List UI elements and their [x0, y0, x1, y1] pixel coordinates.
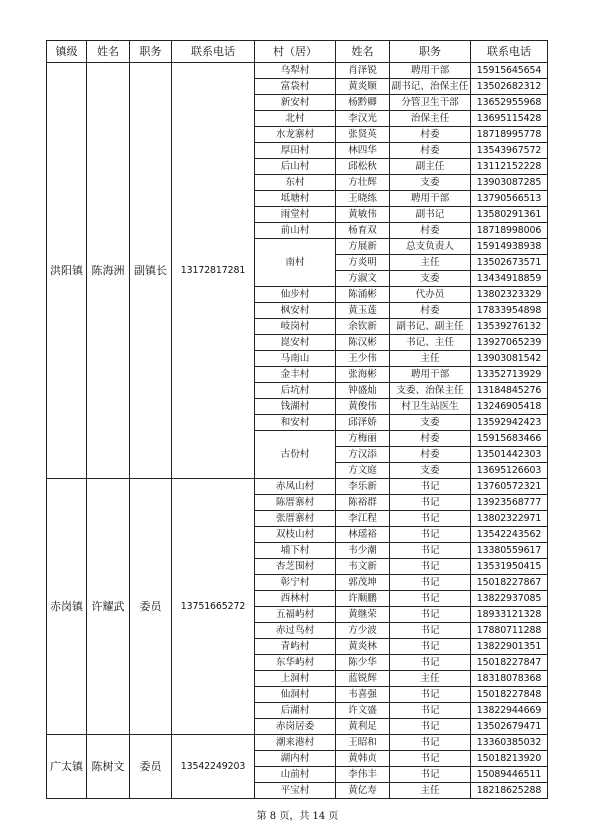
contact-phone-cell: 13434918859	[471, 271, 548, 287]
contact-phone-cell: 18218625288	[471, 783, 548, 799]
leader-name-cell: 许耀武	[87, 479, 130, 735]
header-village: 村（居）	[255, 41, 336, 63]
contact-name-cell: 李江程	[336, 511, 390, 527]
contact-name-cell: 方壮辉	[336, 175, 390, 191]
village-cell: 枫安村	[255, 303, 336, 319]
contact-name-cell: 黄韩贞	[336, 751, 390, 767]
header-leader-name: 姓名	[87, 41, 130, 63]
contact-role-cell: 副书记、副主任	[390, 319, 471, 335]
village-cell: 后坑村	[255, 383, 336, 399]
village-cell: 和安村	[255, 415, 336, 431]
contact-phone-cell: 15089446511	[471, 767, 548, 783]
contact-name-cell: 许顺鹏	[336, 591, 390, 607]
contact-phone-cell: 13822901351	[471, 639, 548, 655]
header-leader-phone: 联系电话	[172, 41, 255, 63]
village-cell: 岐岗村	[255, 319, 336, 335]
contact-role-cell: 主任	[390, 255, 471, 271]
village-cell: 富袋村	[255, 79, 336, 95]
header-contact-role: 职务	[390, 41, 471, 63]
leader-title-cell: 委员	[130, 735, 172, 799]
contact-phone-cell: 15914938938	[471, 239, 548, 255]
contact-role-cell: 治保主任	[390, 111, 471, 127]
contact-role-cell: 副书记、治保主任	[390, 79, 471, 95]
contact-phone-cell: 13112152228	[471, 159, 548, 175]
village-cell: 杏芝围村	[255, 559, 336, 575]
header-row	[47, 41, 548, 63]
village-cell: 西林村	[255, 591, 336, 607]
contact-name-cell: 黄亿寿	[336, 783, 390, 799]
contact-name-cell: 张贤英	[336, 127, 390, 143]
table-body	[47, 63, 548, 799]
contact-role-cell: 书记	[390, 687, 471, 703]
contact-phone-cell: 13184845276	[471, 383, 548, 399]
contact-role-cell: 书记	[390, 607, 471, 623]
village-cell: 赤过鸟村	[255, 623, 336, 639]
contact-name-cell: 林四华	[336, 143, 390, 159]
contact-phone-cell: 13695115428	[471, 111, 548, 127]
contact-role-cell: 书记	[390, 735, 471, 751]
contact-name-cell: 陈汉彬	[336, 335, 390, 351]
leader-phone-cell: 13172817281	[172, 63, 255, 479]
contact-role-cell: 书记	[390, 703, 471, 719]
contact-name-cell: 黄敏伟	[336, 207, 390, 223]
contact-phone-cell: 13802323329	[471, 287, 548, 303]
contact-name-cell: 陈涌彬	[336, 287, 390, 303]
contact-name-cell: 邱泽娇	[336, 415, 390, 431]
contact-name-cell: 钟盛灿	[336, 383, 390, 399]
contact-name-cell: 韦文新	[336, 559, 390, 575]
contact-phone-cell: 15915645654	[471, 63, 548, 79]
contact-phone-cell: 13927065239	[471, 335, 548, 351]
village-cell: 北村	[255, 111, 336, 127]
contact-role-cell: 书记	[390, 527, 471, 543]
contact-role-cell: 书记	[390, 559, 471, 575]
village-cell: 金丰村	[255, 367, 336, 383]
contact-role-cell: 副书记	[390, 207, 471, 223]
village-cell: 坻塘村	[255, 191, 336, 207]
contact-role-cell: 村委	[390, 127, 471, 143]
contact-phone-cell: 13531950415	[471, 559, 548, 575]
contact-role-cell: 村委	[390, 143, 471, 159]
contact-role-cell: 村委	[390, 431, 471, 447]
table-row	[47, 479, 548, 495]
contact-role-cell: 书记	[390, 719, 471, 735]
contact-role-cell: 主任	[390, 351, 471, 367]
table-row	[47, 735, 548, 751]
header-town: 镇级	[47, 41, 87, 63]
contact-name-cell: 黄炎顺	[336, 79, 390, 95]
contact-name-cell: 邱松秋	[336, 159, 390, 175]
contact-role-cell: 支委	[390, 175, 471, 191]
village-cell: 新安村	[255, 95, 336, 111]
contact-phone-cell: 13502673571	[471, 255, 548, 271]
contact-phone-cell: 13695126603	[471, 463, 548, 479]
village-cell: 赤凤山村	[255, 479, 336, 495]
village-cell: 乌犁村	[255, 63, 336, 79]
contact-phone-cell: 13903081542	[471, 351, 548, 367]
contact-phone-cell: 13543967572	[471, 143, 548, 159]
contact-name-cell: 黄继荣	[336, 607, 390, 623]
contact-name-cell: 黄炎林	[336, 639, 390, 655]
village-cell: 彰宁村	[255, 575, 336, 591]
contact-name-cell: 方汉添	[336, 447, 390, 463]
contact-role-cell: 书记、主任	[390, 335, 471, 351]
contact-name-cell: 方梅丽	[336, 431, 390, 447]
contact-role-cell: 书记	[390, 511, 471, 527]
contact-role-cell: 支委	[390, 415, 471, 431]
contact-phone-cell: 13760572321	[471, 479, 548, 495]
contact-name-cell: 黄利足	[336, 719, 390, 735]
contact-role-cell: 村委	[390, 223, 471, 239]
village-cell: 上洞村	[255, 671, 336, 687]
contact-phone-cell: 13246905418	[471, 399, 548, 415]
village-cell: 东村	[255, 175, 336, 191]
leader-title-cell: 副镇长	[130, 63, 172, 479]
village-cell: 马南山	[255, 351, 336, 367]
village-cell: 埔下村	[255, 543, 336, 559]
contact-role-cell: 书记	[390, 575, 471, 591]
village-cell: 山前村	[255, 767, 336, 783]
contact-phone-cell: 13501442303	[471, 447, 548, 463]
contact-name-cell: 黄玉莲	[336, 303, 390, 319]
contact-name-cell: 韦喜强	[336, 687, 390, 703]
contact-role-cell: 书记	[390, 623, 471, 639]
contact-phone-cell: 13592942423	[471, 415, 548, 431]
contact-role-cell: 村委	[390, 303, 471, 319]
village-cell: 后山村	[255, 159, 336, 175]
header-leader-title: 职务	[130, 41, 172, 63]
contact-name-cell: 方展新	[336, 239, 390, 255]
contact-phone-cell: 18718995778	[471, 127, 548, 143]
town-cell: 赤岗镇	[47, 479, 87, 735]
contact-role-cell: 书记	[390, 655, 471, 671]
contact-role-cell: 书记	[390, 543, 471, 559]
contact-name-cell: 王晓练	[336, 191, 390, 207]
header-contact-name: 姓名	[336, 41, 390, 63]
village-cell: 潮来港村	[255, 735, 336, 751]
contact-name-cell: 李汉光	[336, 111, 390, 127]
contact-role-cell: 书记	[390, 639, 471, 655]
village-cell: 赤岗居委	[255, 719, 336, 735]
village-cell: 平宝村	[255, 783, 336, 799]
contact-role-cell: 主任	[390, 671, 471, 687]
contact-role-cell: 村卫生站医生	[390, 399, 471, 415]
village-cell: 厚田村	[255, 143, 336, 159]
contact-phone-cell: 15018227847	[471, 655, 548, 671]
contact-role-cell: 主任	[390, 783, 471, 799]
contact-name-cell: 李伟丰	[336, 767, 390, 783]
contact-role-cell: 代办员	[390, 287, 471, 303]
contact-name-cell: 蓝锐辉	[336, 671, 390, 687]
town-cell: 洪阳镇	[47, 63, 87, 479]
contact-role-cell: 书记	[390, 751, 471, 767]
contact-name-cell: 余钦新	[336, 319, 390, 335]
contact-role-cell: 书记	[390, 479, 471, 495]
village-cell: 雨堂村	[255, 207, 336, 223]
village-cell: 古份村	[255, 431, 336, 479]
leader-phone-cell: 13751665272	[172, 479, 255, 735]
leader-name-cell: 陈树文	[87, 735, 130, 799]
village-cell: 青屿村	[255, 639, 336, 655]
town-cell: 广太镇	[47, 735, 87, 799]
contact-phone-cell: 13580291361	[471, 207, 548, 223]
contact-phone-cell: 13380559617	[471, 543, 548, 559]
village-cell: 双枝山村	[255, 527, 336, 543]
contact-phone-cell: 13822944669	[471, 703, 548, 719]
contact-phone-cell: 13903087285	[471, 175, 548, 191]
contact-name-cell: 方炎明	[336, 255, 390, 271]
contact-name-cell: 王昭和	[336, 735, 390, 751]
contact-name-cell: 杨黔卿	[336, 95, 390, 111]
contact-name-cell: 韦少潮	[336, 543, 390, 559]
table-row	[47, 63, 548, 79]
contact-role-cell: 总支负责人	[390, 239, 471, 255]
contact-name-cell: 林瑶裕	[336, 527, 390, 543]
contact-role-cell: 聘用干部	[390, 63, 471, 79]
contact-table	[46, 40, 548, 799]
contact-phone-cell: 18933121328	[471, 607, 548, 623]
header-contact-phone: 联系电话	[471, 41, 548, 63]
contact-phone-cell: 18318078368	[471, 671, 548, 687]
leader-phone-cell: 13542249203	[172, 735, 255, 799]
village-cell: 五福屿村	[255, 607, 336, 623]
village-cell: 湖内村	[255, 751, 336, 767]
contact-role-cell: 聘用干部	[390, 191, 471, 207]
village-cell: 仙洞村	[255, 687, 336, 703]
contact-phone-cell: 13790566513	[471, 191, 548, 207]
contact-name-cell: 肖泽锐	[336, 63, 390, 79]
village-cell: 东华屿村	[255, 655, 336, 671]
contact-role-cell: 支委	[390, 463, 471, 479]
contact-phone-cell: 13542243562	[471, 527, 548, 543]
contact-name-cell: 张海彬	[336, 367, 390, 383]
contact-phone-cell: 13652955968	[471, 95, 548, 111]
contact-role-cell: 支委	[390, 271, 471, 287]
contact-name-cell: 杨育双	[336, 223, 390, 239]
village-cell: 钱湖村	[255, 399, 336, 415]
contact-phone-cell: 13802322971	[471, 511, 548, 527]
contact-phone-cell: 13923568777	[471, 495, 548, 511]
contact-phone-cell: 15018227848	[471, 687, 548, 703]
contact-name-cell: 郭茂坤	[336, 575, 390, 591]
village-cell: 陈厝寨村	[255, 495, 336, 511]
contact-role-cell: 书记	[390, 495, 471, 511]
contact-name-cell: 方少波	[336, 623, 390, 639]
village-cell: 张厝寨村	[255, 511, 336, 527]
contact-phone-cell: 13502682312	[471, 79, 548, 95]
contact-name-cell: 许文盛	[336, 703, 390, 719]
contact-name-cell: 陈裕群	[336, 495, 390, 511]
contact-phone-cell: 17833954898	[471, 303, 548, 319]
contact-role-cell: 支委、治保主任	[390, 383, 471, 399]
leader-title-cell: 委员	[130, 479, 172, 735]
contact-phone-cell: 15018227867	[471, 575, 548, 591]
contact-role-cell: 分管卫生干部	[390, 95, 471, 111]
leader-name-cell: 陈海洲	[87, 63, 130, 479]
village-cell: 崑安村	[255, 335, 336, 351]
contact-name-cell: 王少伟	[336, 351, 390, 367]
contact-phone-cell: 13539276132	[471, 319, 548, 335]
village-cell: 仙步村	[255, 287, 336, 303]
contact-role-cell: 村委	[390, 447, 471, 463]
contact-phone-cell: 13822937085	[471, 591, 548, 607]
village-cell: 南村	[255, 239, 336, 287]
contact-name-cell: 陈少华	[336, 655, 390, 671]
contact-name-cell: 方文庭	[336, 463, 390, 479]
contact-phone-cell: 18718998006	[471, 223, 548, 239]
contact-phone-cell: 15915683466	[471, 431, 548, 447]
contact-name-cell: 方淑文	[336, 271, 390, 287]
contact-role-cell: 书记	[390, 767, 471, 783]
contact-role-cell: 副主任	[390, 159, 471, 175]
contact-name-cell: 李乐新	[336, 479, 390, 495]
contact-role-cell: 书记	[390, 591, 471, 607]
contact-role-cell: 聘用干部	[390, 367, 471, 383]
village-cell: 后湖村	[255, 703, 336, 719]
page-footer: 第 8 页，共 14 页	[256, 811, 339, 822]
contact-phone-cell: 13352713929	[471, 367, 548, 383]
contact-phone-cell: 13502679471	[471, 719, 548, 735]
contact-phone-cell: 15018213920	[471, 751, 548, 767]
contact-phone-cell: 13360385032	[471, 735, 548, 751]
village-cell: 前山村	[255, 223, 336, 239]
contact-name-cell: 黄俊伟	[336, 399, 390, 415]
contact-phone-cell: 17880711288	[471, 623, 548, 639]
village-cell: 水龙寨村	[255, 127, 336, 143]
